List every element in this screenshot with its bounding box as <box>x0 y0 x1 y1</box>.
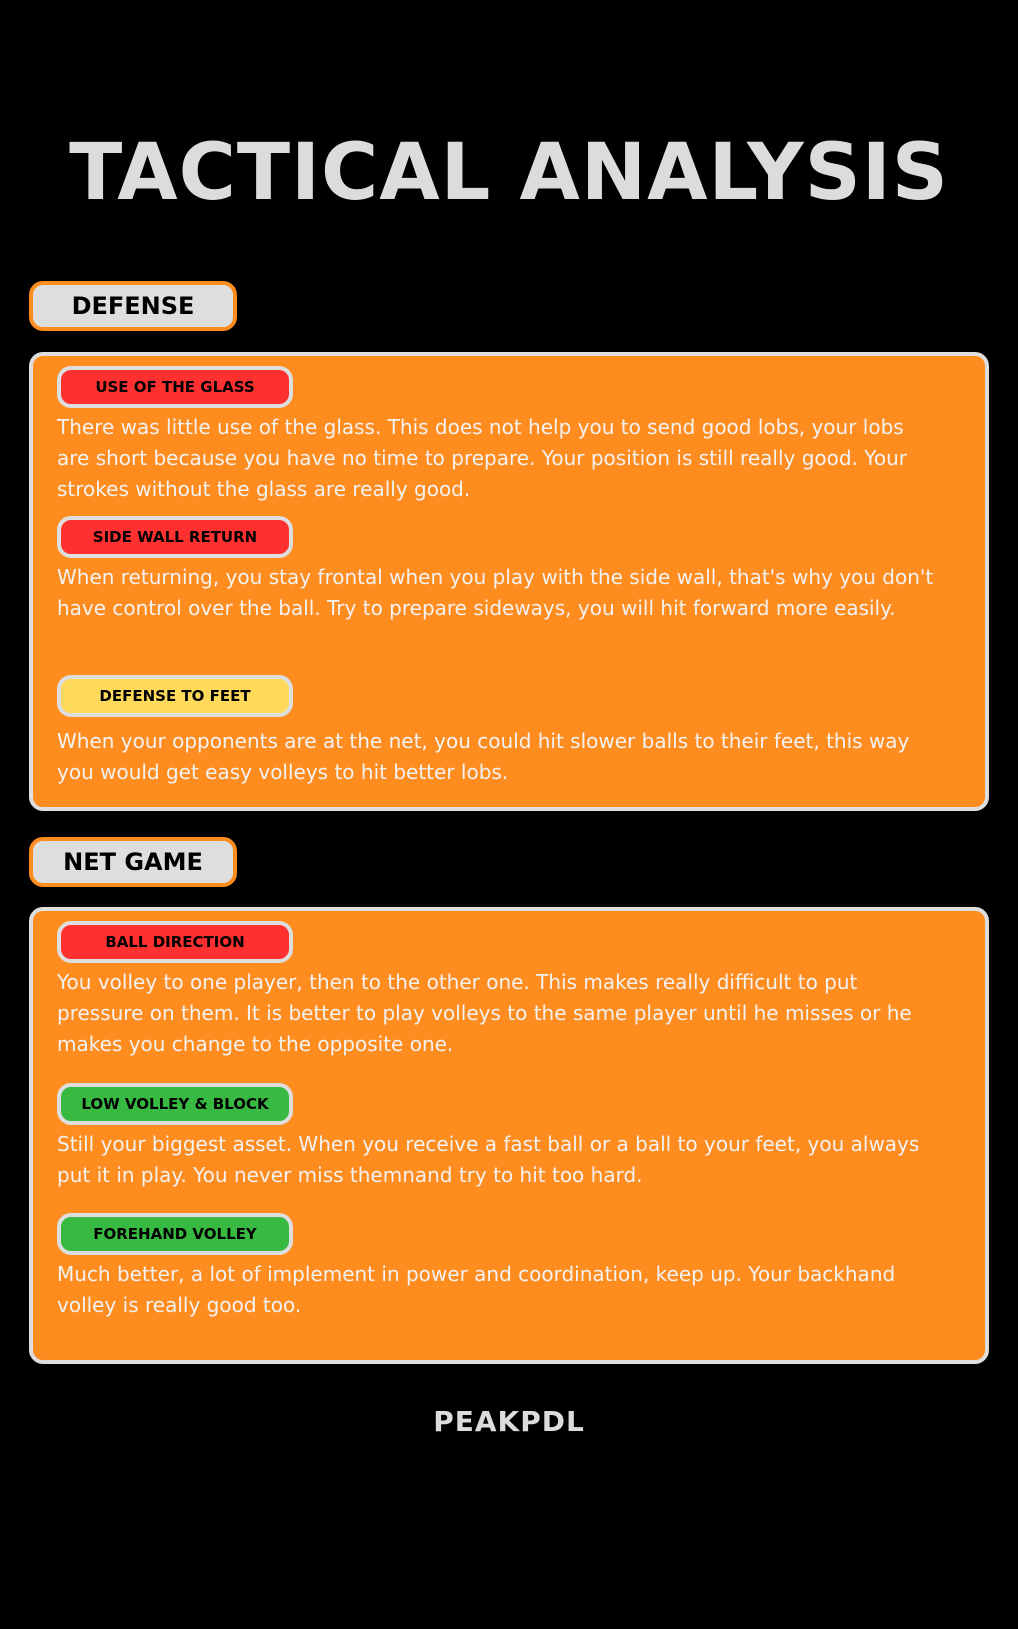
tag-forehand-volley: FOREHAND VOLLEY <box>57 1213 293 1255</box>
tag-low-volley-block: LOW VOLLEY & BLOCK <box>57 1083 293 1125</box>
tag-ball-direction: BALL DIRECTION <box>57 921 293 963</box>
page-title: TACTICAL ANALYSIS <box>69 128 949 218</box>
section-panel-net-game <box>29 907 989 1364</box>
item-description: You volley to one player, then to the other one. This makes really difficult to put pressure on them. It is better to play volleys to the same player until he misses or he makes you change to the opposite one. <box>57 970 912 1056</box>
item-description: Much better, a lot of implement in power and coordination, keep up. Your backhand volley is really good too. <box>57 1262 896 1317</box>
tag-side-wall-return: SIDE WALL RETURN <box>57 516 293 558</box>
section-label-net-game: NET GAME <box>29 837 237 887</box>
item-description: When returning, you stay frontal when you play with the side wall, that's why you don't have control over the ball. Try to prepare sideways, you will hit forward more easily. <box>57 565 934 620</box>
tag-use-of-the-glass: USE OF THE GLASS <box>57 366 293 408</box>
item-description: Still your biggest asset. When you receive a fast ball or a ball to your feet, you always put it in play. You never miss themnand try to hit too hard. <box>57 1132 920 1187</box>
item-description: When your opponents are at the net, you could hit slower balls to their feet, this way you would get easy volleys to hit better lobs. <box>57 729 910 784</box>
brand-logo: PEAKPDL <box>433 1405 585 1438</box>
tag-defense-to-feet: DEFENSE TO FEET <box>57 675 293 717</box>
section-label-defense: DEFENSE <box>29 281 237 331</box>
section-panel-defense <box>29 352 989 811</box>
item-description: There was little use of the glass. This does not help you to send good lobs, your lobs are short because you have no time to prepare. Your position is still really good. Your strokes without the glass are really good. <box>57 415 907 501</box>
